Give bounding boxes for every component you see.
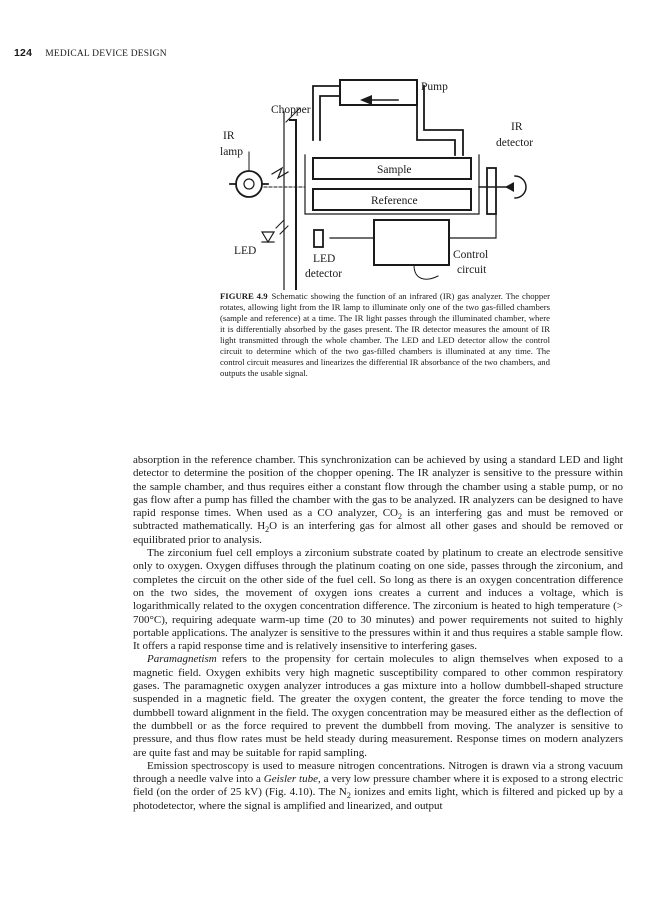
control-leader <box>414 265 438 279</box>
label-reference: Reference <box>371 195 418 207</box>
label-control-2: circuit <box>457 264 487 276</box>
p1-subscript-2: 2 <box>265 525 270 535</box>
p1-part-b: is an interfering gas and must be removed or subtracted mathematically. H <box>133 507 624 533</box>
ir-lamp-bulb <box>236 171 262 197</box>
label-pump: Pump <box>421 81 448 93</box>
pump-tube-left <box>320 96 340 140</box>
p1-subscript-1: 2 <box>397 512 402 522</box>
led-rays <box>276 220 288 234</box>
chopper-disk <box>290 120 296 290</box>
ir-light-ray <box>272 168 288 178</box>
ir-detector-lens <box>515 176 526 198</box>
label-led-detector-2: detector <box>305 268 343 280</box>
label-led-detector-1: LED <box>313 253 336 265</box>
label-ir-lamp-1: IR <box>223 130 235 142</box>
label-control-1: Control <box>453 249 489 261</box>
label-led: LED <box>234 245 257 257</box>
label-ir-detector-2: detector <box>496 137 534 149</box>
label-ir-detector-1: IR <box>511 121 523 133</box>
label-sample: Sample <box>377 164 412 176</box>
led-symbol <box>262 232 274 242</box>
figure-caption-label: FIGURE 4.9 <box>220 291 268 301</box>
label-ir-lamp-2: lamp <box>220 146 243 158</box>
paragraph-paramagnetism <box>133 653 623 759</box>
paragraph-ir-analyzer <box>133 454 623 547</box>
figure-caption-text: Schematic showing the function of an infrared (IR) gas analyzer. The chopper rotates, allowing light from the IR lamp to illuminate only one of the two gas-filled chambers (sample and reference) at a time. The IR light passes through the illuminated chamber, where it is differentially absorbed by the gases present. The IR detector measures the amount of IR light transmitted through the whole chamber. The LED and LED detector allow the control circuit to determine which of the two gas-filled chambers is illuminated at any time. The control circuit measures and linearizes the differential IR absorbance of the two chambers, and outputs the usable signal. <box>220 291 550 378</box>
p4-part-b: , a very low pressure chamber where it is exposed to a strong electric field (on the order of 25 kV) (Fig. 4.10). The N <box>133 773 623 799</box>
pump-box <box>340 80 417 105</box>
running-title: MEDICAL DEVICE DESIGN <box>45 49 167 59</box>
p1-part-a: absorption in the reference chamber. This synchronization can be achieved by using a standard LED and light detector to determine the position of the chopper opening. The IR analyzer is sensitive to the pressure within the sample chamber, and thus requires either a constant flow through the chamber using a stable pump, or no gas flow after a pump has filled the chamber with the gas to be analyzed. IR analyzers can be designed to have rapid response times. When used as a CO analyzer, CO <box>133 454 623 520</box>
p4-part-a: Emission spectroscopy is used to measure nitrogen concentrations. Nitrogen is drawn via a strong vacuum through a needle valve into a <box>133 759 623 786</box>
pump-tube-right-outer <box>424 86 463 155</box>
ir-beam-arrowhead <box>505 182 514 192</box>
body-text <box>133 454 623 813</box>
figure-caption <box>220 291 550 379</box>
p3-text: refers to the propensity for certain molecules to align themselves when exposed to a magnetic field. Oxygen exhibits very high magnetic susceptibility compared to other common respiratory gases. The paramagnetic oxygen analyzer introduces a gas mixture into a hollow dumbbell-shaped structure suspended in a magnetic field. The greater the oxygen content, the greater the force tending to move the dumbbell toward alignment in the field. The oxygen concentration may be measured either as the deflection of the dumbbell or as the force required to prevent the dumbbell from moving. The analyzer is sensitive to pressure, and thus flow rates must be held steady during measurement. Response times on modern analyzers are quite fast and may be suitable for rapid sampling. <box>133 653 623 759</box>
paragraph-emission <box>133 760 623 813</box>
page-number: 124 <box>14 47 33 59</box>
p3-term: Paramagnetism <box>147 653 217 666</box>
led-detector-box <box>314 230 323 247</box>
p4-part-c: ionizes and emits light, which is filtered and picked up by a photodetector, where the signal is amplified and linearized, and output <box>133 786 623 812</box>
detector-wire <box>449 214 496 238</box>
ir-detector-block <box>487 168 496 214</box>
flow-arrowhead <box>360 95 372 105</box>
control-circuit-box <box>374 220 449 265</box>
ir-lamp-filament <box>244 179 254 189</box>
p4-subscript: 2 <box>346 791 351 801</box>
ir-gas-analyzer-figure <box>0 0 670 290</box>
p1-part-c: O is an interfering gas for almost all other gases and should be removed or equilibrated prior to analysis. <box>133 520 623 546</box>
p4-term: Geisler tube <box>263 773 318 786</box>
paragraph-zirconium: The zirconium fuel cell employs a zirconium substrate coated by platinum to create an electrode sensitive only to oxygen. Oxygen diffuses through the platinum coating on one side, passes through the zirconium, and completes the circuit on the other side of the fuel cell. So long as there is an oxygen concentration difference on the two sides, the movement of oxygen ions creates a current and induces a voltage, which is logarithmically related to the oxygen concentration difference. The zirconium is heated to high temperature (> 700°C), requiring adequate warm-up time (20 to 30 minutes) and power requirements not suited to highly portable applications. The analyzer is sensitive to the pressures within it and thus requires a stable sample flow. It offers a rapid response time and is relatively insensitive to interfering gases. <box>133 547 623 653</box>
pump-tube-right <box>417 96 455 155</box>
pump-tube-left-inner <box>313 86 340 140</box>
label-chopper: Chopper <box>271 104 311 116</box>
